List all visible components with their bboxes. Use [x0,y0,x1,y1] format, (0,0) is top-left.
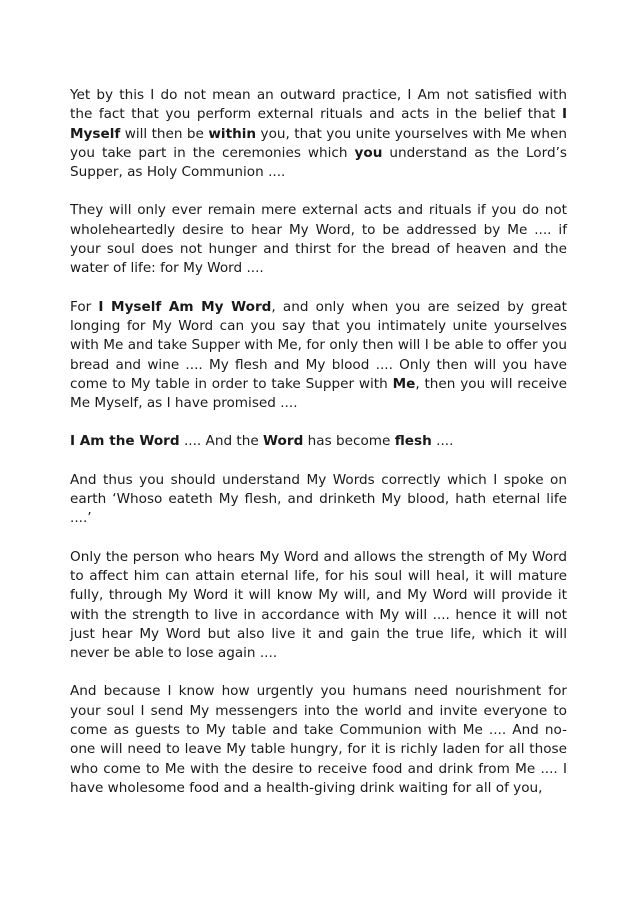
paragraph-7 [70,682,567,798]
body-text: .... [431,433,454,450]
emphasis-text: you [354,144,383,161]
paragraph-6 [70,548,567,664]
body-text: Only the person who hears My Word and allows the strength of My Word to affect him can attain eternal life, for his soul will heal, it will mature fully, through My Word it will know My will, and My Word will provide it with the strength to live in accordance with My will .... hence it will not just hear My Word but also live it and gain the true life, which it will never be able to lose again .... [70,548,567,662]
emphasis-text: Me [392,375,416,392]
body-text: They will only ever remain mere external acts and rituals if you do not wholeheartedly desire to hear My Word, to be addressed by Me .... if your soul does not hunger and thirst for the bread of heaven and the water of life: for My Word .... [70,202,567,277]
body-text: understand as the Lord’s Supper, as Holy Communion .... [70,144,567,181]
body-text: .... And the [179,433,264,450]
emphasis-text: I Am the Word [70,433,180,450]
body-text: Yet by this I do not mean an outward practice, I Am not satisfied with the fact that you perform external rituals and acts in the belief that [70,87,567,123]
body-text: you, that you unite yourselves with Me when you take part in the ceremonies which [70,125,568,161]
emphasis-text: within [208,125,257,142]
emphasis-text: I Myself Am My Word [98,298,272,315]
body-text: , and only when you are seized by great longing for My Word can you say that you intimately unite yourselves with Me and take Supper with Me, for only then will I be able to offer you bread and wine .... My flesh and My blood .... Only then will you have come to My table in order to take Supper with [70,298,568,392]
paragraph-1 [70,86,567,182]
paragraph-3 [70,298,567,414]
emphasis-text: Word [263,433,304,450]
body-text: And because I know how urgently you humans need nourishment for your soul I send My messengers into the world and invite everyone to come as guests to My table and take Communion with Me .... And no-one will need to leave My table hungry, for it is richly laden for all those who come to Me with the desire to receive food and drink from Me .... I have wholesome food and a health-giving drink waiting for all of you, [70,683,567,796]
body-text: For [70,298,99,315]
body-text: has become [303,433,395,450]
body-text: will then be [120,125,209,142]
emphasis-text: I Myself [70,106,567,142]
document-body [70,86,567,817]
emphasis-text: flesh [394,433,432,450]
paragraph-2 [70,201,567,278]
paragraph-4 [70,432,567,451]
paragraph-5 [70,471,567,529]
body-text: , then you will receive Me Myself, as I have promised .... [70,375,567,412]
body-text: And thus you should understand My Words correctly which I spoke on earth ‘Whoso eateth My flesh, and drinketh My blood, hath eternal life ....’ [70,471,567,527]
